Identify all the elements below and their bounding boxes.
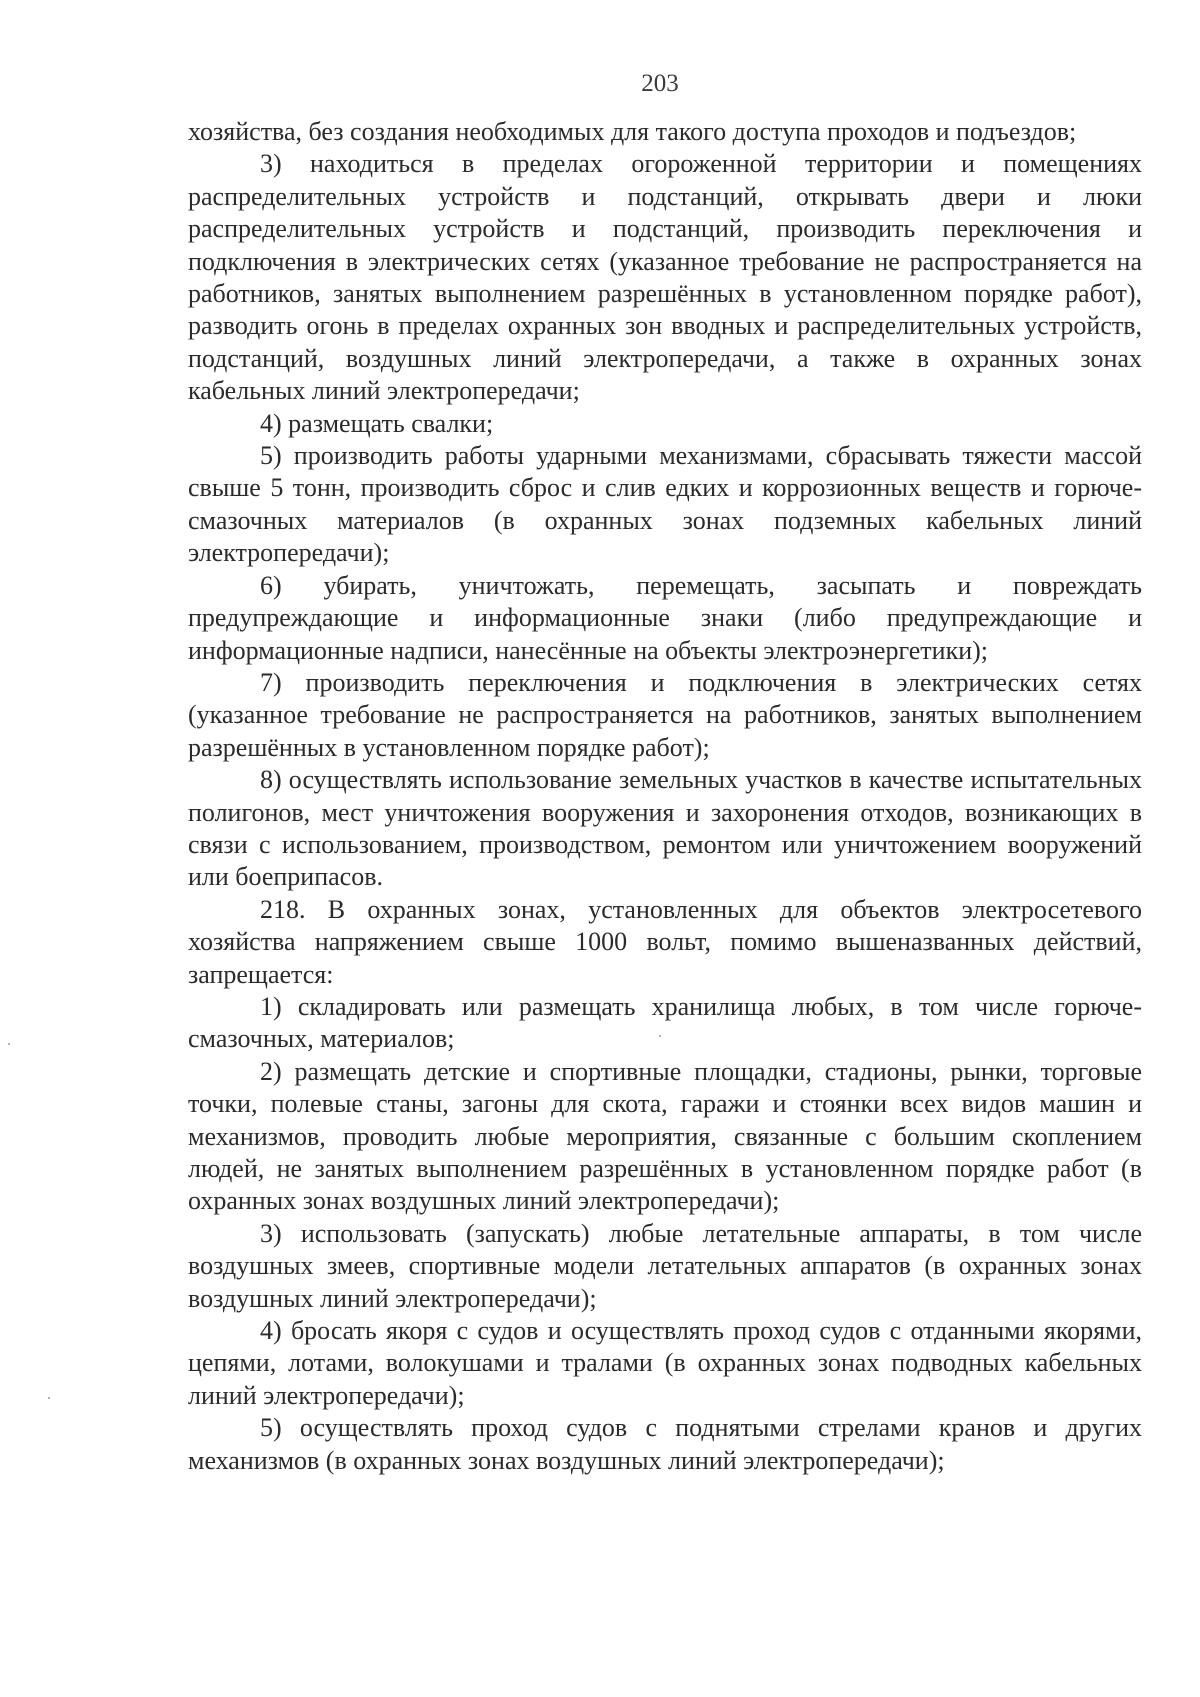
paragraph-continuation: хозяйства, без создания необходимых для такого доступа проходов и подъездов; [188, 117, 1077, 146]
sub-item-3: 3) использовать (запускать) любые летательные аппараты, в том числе воздушных змеев, спортивные модели летательных аппаратов (в охранных зонах воздушных линий электропередачи); [188, 1218, 1142, 1313]
scan-speck [8, 1043, 10, 1045]
list-item-5: 5) производить работы ударными механизмами, сбрасывать тяжести массой свыше 5 тонн, производить сброс и слив едких и коррозионных веществ и горюче-смазочных материалов (в охранных зонах подземных кабельных линий электропередачи); [188, 441, 1142, 568]
scan-speck [48, 1397, 50, 1399]
sub-item-5: 5) осуществлять проход судов с поднятыми стрелами кранов и других механизмов (в охранных зонах воздушных линий электропередачи); [188, 1413, 1142, 1475]
sub-item-2: 2) размещать детские и спортивные площадки, стадионы, рынки, торговые точки, полевые станы, загоны для скота, гаражи и стоянки всех видов машин и механизмов, проводить любые мероприятия, связанные с большим скоплением людей, не занятых выполнением разрешённых в установленном порядке работ (в охранных зонах воздушных линий электропередачи); [188, 1056, 1142, 1216]
document-body [188, 116, 1142, 1477]
list-item-6: 6) убирать, уничтожать, перемещать, засыпать и повреждать предупреждающие и информационные знаки (либо предупреждающие и информационные надписи, нанесённые на объекты электроэнергетики); [188, 570, 1142, 665]
sub-item-4: 4) бросать якоря с судов и осуществлять проход судов с отданными якорями, цепями, лотами, волокушами и тралами (в охранных зонах подводных кабельных линий электропередачи); [188, 1316, 1142, 1410]
page-number: 203 [641, 70, 679, 97]
list-item-7: 7) производить переключения и подключения в электрических сетях (указанное требование не распространяется на работников, занятых выполнением разрешённых в установленном порядке работ); [188, 667, 1142, 762]
list-item-4: 4) размещать свалки; [260, 408, 494, 438]
list-item-8: 8) осуществлять использование земельных участков в качестве испытательных полигонов, мест уничтожения вооружения и захоронения отходов, возникающих в связи с использованием, производством, ремонтом или уничтожением вооружений или боеприпасов. [188, 765, 1142, 892]
scan-speck [659, 1035, 661, 1037]
sub-item-1: 1) складировать или размещать хранилища любых, в том числе горюче-смазочных, материалов; [188, 991, 1142, 1054]
clause-218: 218. В охранных зонах, установленных для объектов электросетевого хозяйства напряжением свыше 1000 вольт, помимо вышеназванных действий, запрещается: [188, 894, 1142, 989]
list-item-3: 3) находиться в пределах огороженной территории и помещениях распределительных устройств и подстанций, открывать двери и люки распределительных устройств и подстанций, производить переключения и подключения в электрических сетях (указанное требование не распространяется на работников, занятых выполнением разрешённых в установленном порядке работ), разводить огонь в пределах охранных зон вводных и распределительных устройств, подстанций, воздушных линий электропередачи, а также в охранных зонах кабельных линий электропередачи; [188, 149, 1142, 406]
